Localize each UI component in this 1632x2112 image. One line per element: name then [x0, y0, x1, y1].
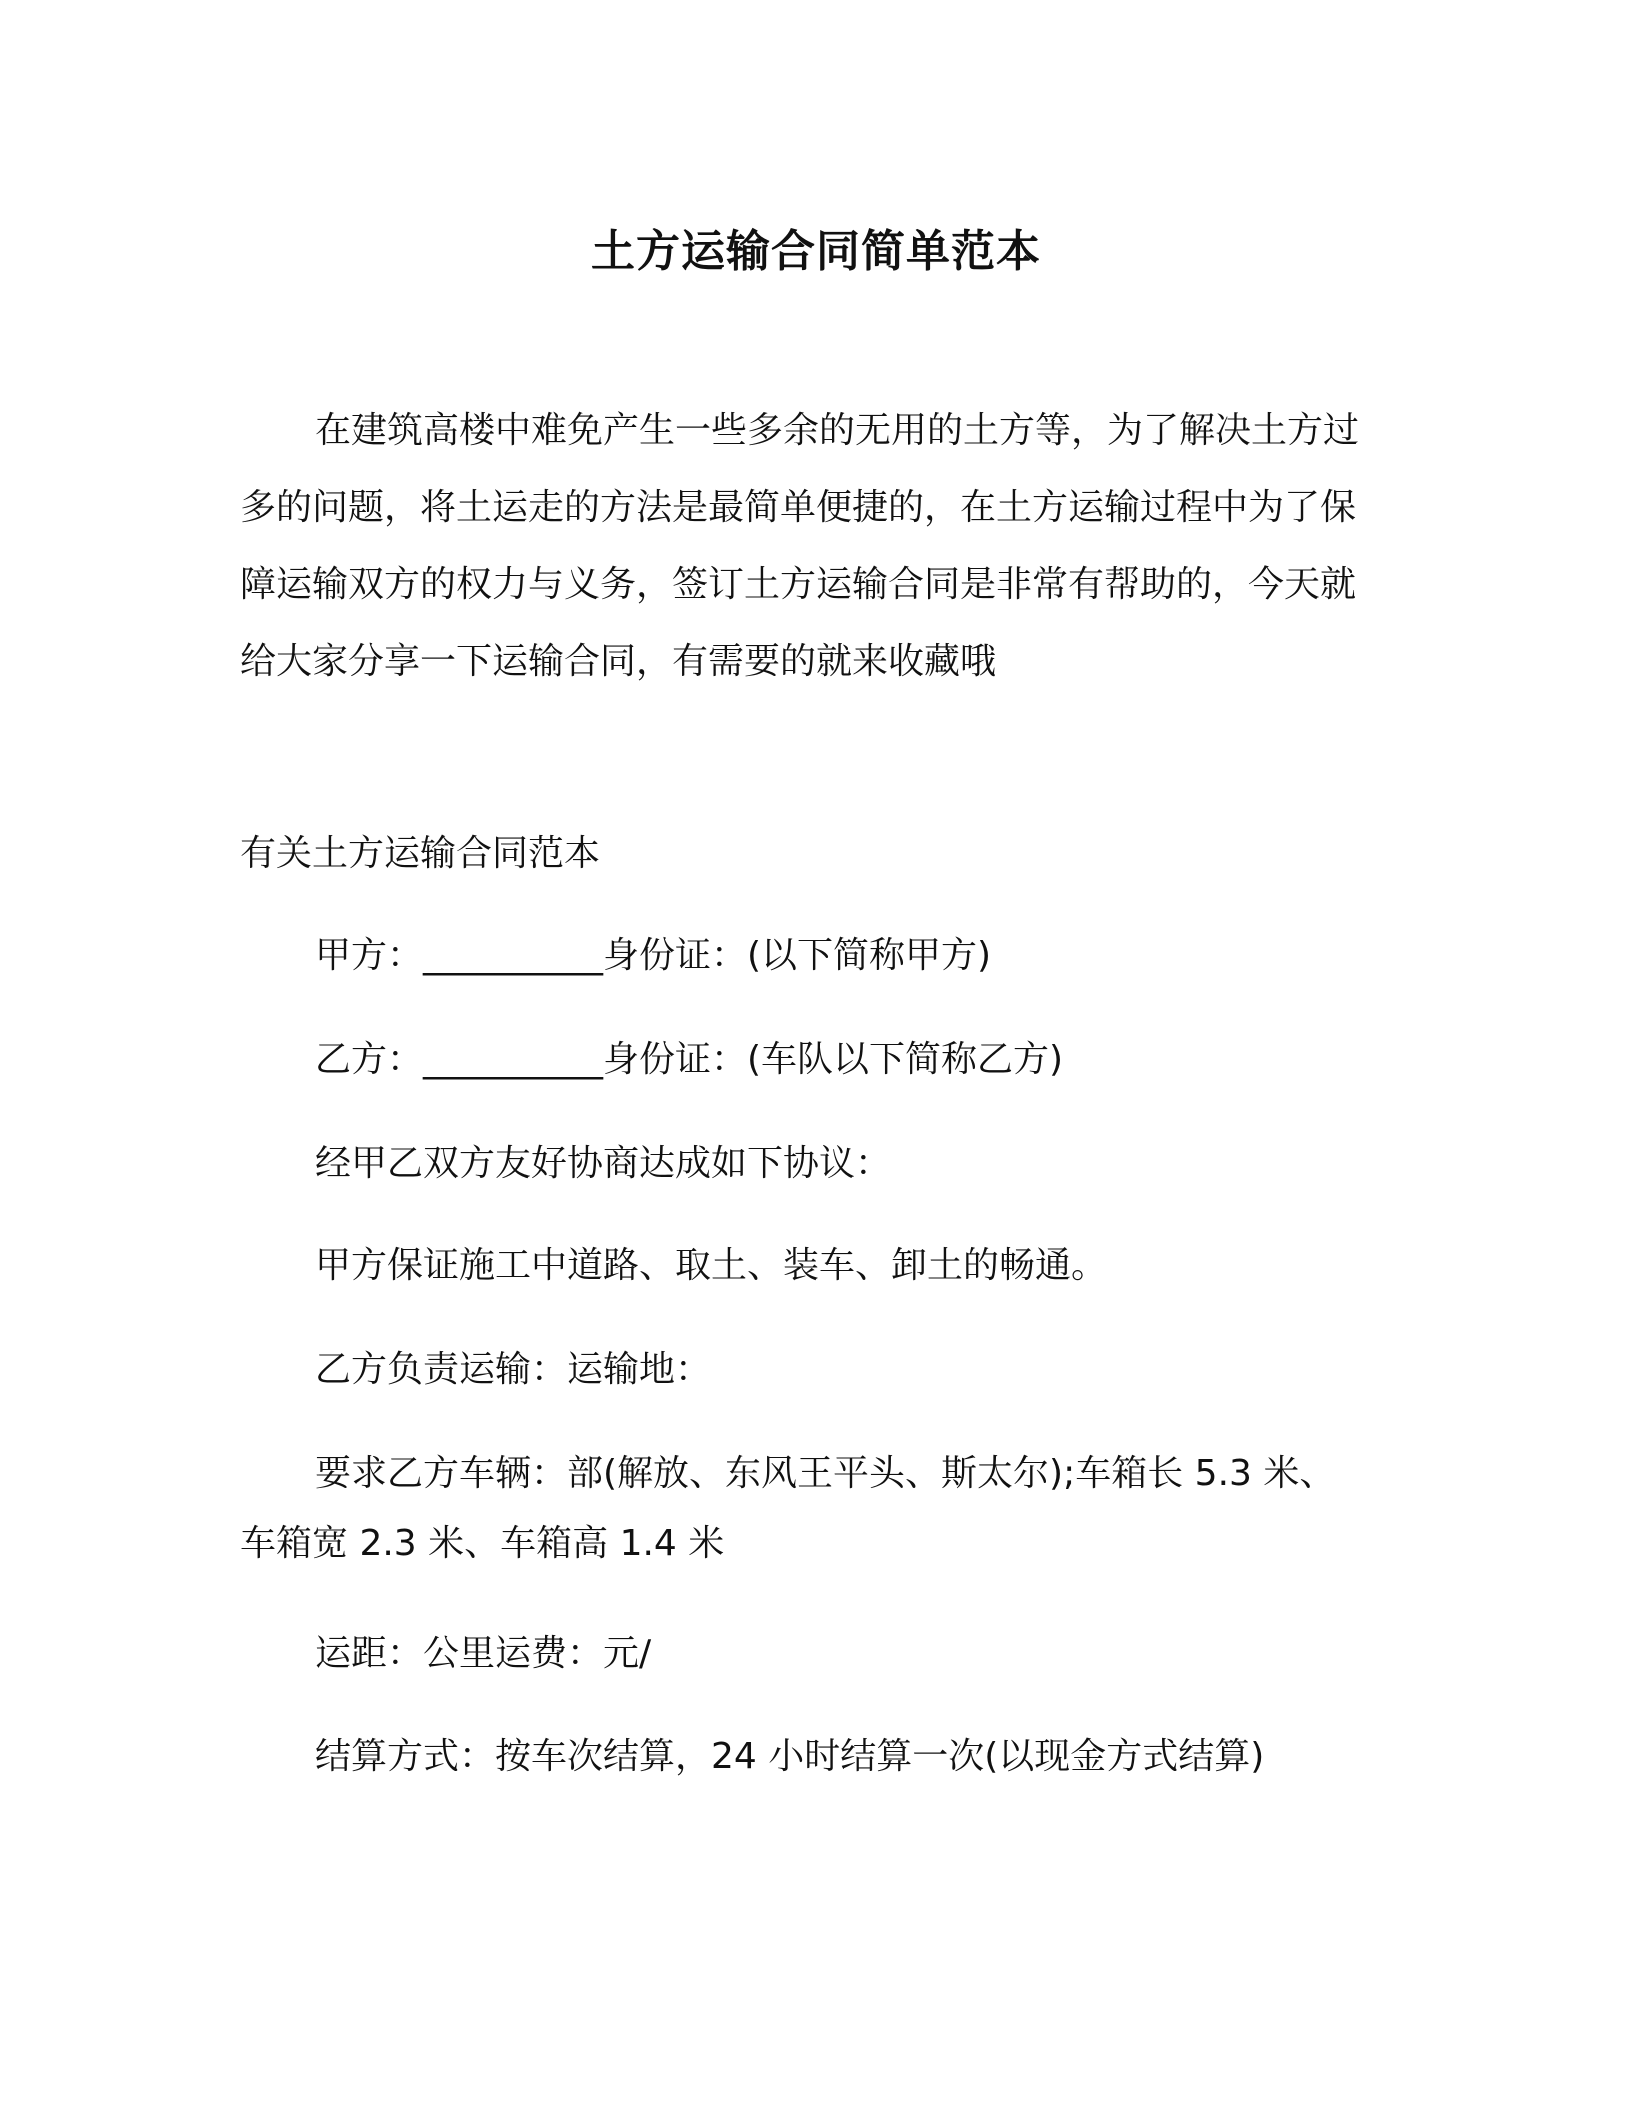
- clause-vehicle: 要求乙方车辆：部(解放、东风王平头、斯太尔);车箱长 5.3 米、车箱宽 2.3 米、车箱高 1.4 米: [240, 1453, 1336, 1564]
- document-title: 土方运输合同简单范本: [591, 226, 1041, 277]
- clause-road: 甲方保证施工中道路、取土、装车、卸土的畅通。: [315, 1245, 1108, 1286]
- party-b-line: 乙方：__________身份证：(车队以下简称乙方): [315, 1039, 1064, 1080]
- clause-distance: 运距：公里运费：元/: [315, 1633, 652, 1674]
- section-heading: 有关土方运输合同范本: [240, 833, 601, 874]
- party-a-line: 甲方：__________身份证：(以下简称甲方): [315, 935, 992, 976]
- clause-transport: 乙方负责运输：运输地：: [315, 1349, 712, 1390]
- intro-paragraph: 在建筑高楼中难免产生一些多余的无用的土方等，为了解决土方过多的问题，将土运走的方法是最简单便捷的，在土方运输过程中为了保障运输双方的权力与义务，签订土方运输合同是非常有帮助的，今天就给大家分享一下运输合同，有需要的就来收藏哦: [240, 410, 1360, 682]
- clause-settlement: 结算方式：按车次结算，24 小时结算一次(以现金方式结算): [315, 1736, 1265, 1777]
- agreement-intro: 经甲乙双方友好协商达成如下协议：: [315, 1143, 892, 1184]
